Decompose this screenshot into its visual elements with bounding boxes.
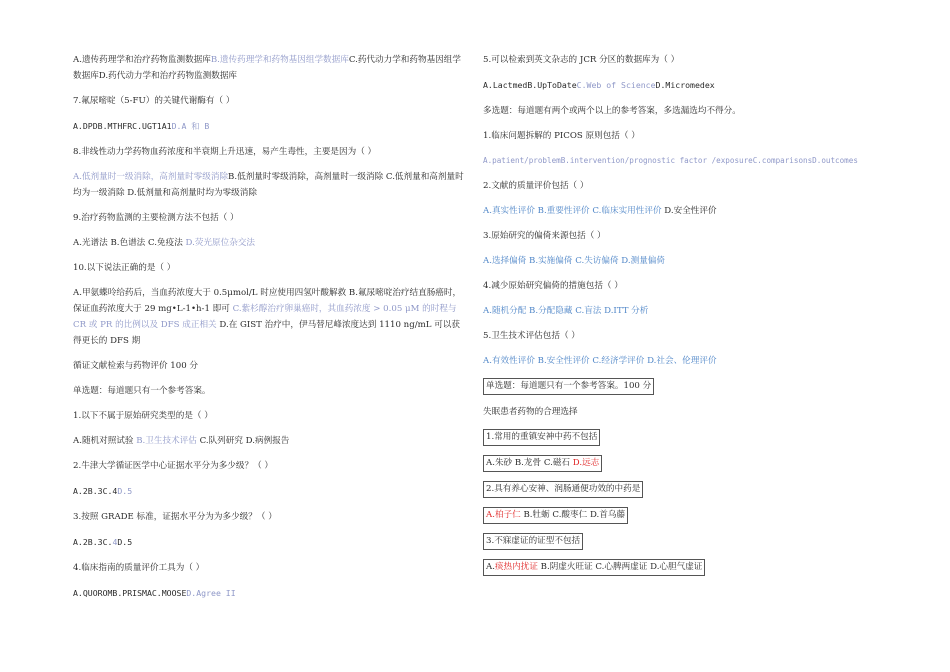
option-b-answer: B.遗传药理学和药物基因组学数据库 [210, 55, 349, 65]
options-text: D.在 GIST 治疗中，伊马替尼峰浓度达到 1110 ng/mL 可以获得更长的 DFS 期 [73, 320, 460, 346]
answer-option: B.卫生技术评估 [136, 436, 200, 446]
question-5-options [483, 77, 883, 94]
answer-option: A.有效性评价 B.安全性评价 C.经济学评价 D.社会、伦理评价 [483, 356, 717, 366]
answer-option: A.选择偏倚 B.实施偏倚 C.失访偏倚 D.测量偏倚 [483, 256, 665, 266]
question-s4-options [73, 585, 465, 602]
option-d: D.药代动力学和治疗药物监测数据库 [98, 71, 238, 81]
options-text: A.2B.3C.4 [73, 486, 118, 496]
options-text: A. [486, 562, 495, 572]
question-m3-options [483, 253, 883, 269]
answer-option: D.远志 [572, 458, 600, 468]
question-s1-options [73, 433, 465, 449]
multi-choice-instruction: 多选题：每道题有两个或两个以上的参考答案，多选漏选均不得分。 [483, 106, 741, 116]
options-text: B.牡蛎 C.酸枣仁 D.首乌藤 [520, 510, 626, 520]
boxed-text: 1.常用的重镇安神中药不包括 [483, 429, 600, 446]
question-7: 7.氟尿嘧啶（5-FU）的关键代谢酶有（ ） [73, 96, 235, 106]
question-i2-options [483, 507, 883, 524]
question-m2: 2.文献的质量评价包括（ ） [483, 181, 589, 191]
right-column [483, 52, 883, 585]
question-i3 [483, 533, 883, 550]
options-text: D.安全性评价 [661, 206, 717, 216]
options-text: A.QUOROMB.PRISMAC.MOOSE [73, 588, 187, 598]
answer-option: A.patient/problemB.intervention/prognostic factor /exposureC.comparisonsD.outcomes [483, 156, 858, 165]
options-text: B.阴虚火旺证 C.心脾两虚证 D.心胆气虚证 [537, 562, 703, 572]
answer-option: A.柏子仁 [486, 510, 521, 520]
answer-option: C.Web of Science [576, 80, 656, 90]
boxed-text: 2.具有养心安神、润肠通便功效的中药是 [483, 481, 643, 498]
question-10: 10.以下说法正确的是（ ） [73, 263, 176, 273]
question-s2: 2.牛津大学循证医学中心证据水平分为多少级？（ ） [73, 461, 273, 471]
question-7-options [73, 118, 465, 135]
question-s4: 4.临床指南的质量评价工具为（ ） [73, 563, 205, 573]
question-m4-options [483, 303, 883, 319]
question-m2-options [483, 203, 883, 219]
section-title: 循证文献检索与药物评价 100 分 [73, 361, 198, 371]
question-6-options [73, 52, 465, 84]
question-i1-options [483, 455, 883, 472]
options-text: A.朱砂 B.龙骨 C.磁石 [486, 458, 573, 468]
question-m4: 4.减少原始研究偏倚的措施包括（ ） [483, 281, 623, 291]
options-text: A.DPDB.MTHFRC.UGT1A1 [73, 121, 172, 131]
options-text: A.LactmedB.UpToDate [483, 80, 577, 90]
option-c: C.药代动力学和药物基因组学数据库 [73, 55, 461, 81]
options-text: A.2B.3C. [73, 537, 113, 547]
question-i3-options [483, 559, 883, 576]
options-text: A.甲氨蝶呤给药后，当血药浓度大于 0.5μmol/L 时应使用四氢叶酸解救 B.氟尿嘧啶治疗结直肠癌时，保证血药浓度大于 29 mg•L-1•h-1 即可 [73, 288, 462, 314]
single-choice-instruction: 单选题：每道题只有一个参考答案。 [73, 386, 211, 396]
question-m5: 5.卫生技术评估包括（ ） [483, 331, 580, 341]
options-text: D.5 [117, 537, 133, 547]
section-title-insomnia: 失眠患者药物的合理选择 [483, 407, 578, 417]
options-text: D.Micromedex [655, 80, 715, 90]
answer-option: A.随机分配 B.分配隐藏 C.盲法 D.ITT 分析 [483, 306, 649, 316]
answer-option: D.Agree II [186, 588, 236, 598]
question-9: 9.治疗药物监测的主要检测方法不包括（ ） [73, 213, 239, 223]
answer-option: A.低剂量时一级消除，高剂量时零级消除 [73, 172, 229, 182]
question-i1 [483, 429, 883, 446]
question-m1-options [483, 153, 883, 169]
question-i2 [483, 481, 883, 498]
question-m3: 3.原始研究的偏倚来源包括（ ） [483, 231, 606, 241]
single-choice-instruction-2 [483, 378, 883, 395]
question-8: 8.非线性动力学药物血药浓度和半衰期上升迅速，易产生毒性，主要是因为（ ） [73, 147, 377, 157]
question-9-options [73, 235, 465, 251]
question-m5-options [483, 353, 883, 369]
answer-option: D.A 和 B [171, 121, 210, 131]
answer-option: C.紫杉醇治疗卵巢癌时，其血药浓度 > 0.05 μM 的时程与 CR 或 PR 的比例以及 DFS 成正相关 [73, 304, 457, 330]
answer-option: 4 [112, 537, 118, 547]
boxed-text: 3.不寐虚证的证型不包括 [483, 533, 583, 550]
question-8-options [73, 169, 465, 201]
options-text: A.随机对照试验 [73, 436, 137, 446]
answer-option: D.5 [117, 486, 133, 496]
question-m1: 1.临床问题拆解的 PICOS 原则包括（ ） [483, 131, 640, 141]
options-text: B.低剂量时零级消除，高剂量时一级消除 C.低剂量和高剂量时均为一级消除 D.低剂量和高剂量时均为零级消除 [73, 172, 464, 198]
boxed-text: 单选题：每道题只有一个参考答案。100 分 [483, 378, 654, 395]
answer-option: A.真实性评价 B.重要性评价 C.临床实用性评价 [483, 206, 662, 216]
question-10-options [73, 285, 465, 349]
question-5: 5.可以检索到英文杂志的 JCR 分区的数据库为（ ） [483, 55, 680, 65]
left-column [73, 52, 465, 611]
option-a: A.遗传药理学和治疗药物监测数据库 [73, 55, 211, 65]
answer-option: 痰热内扰证 [494, 562, 538, 572]
question-s3-options [73, 534, 465, 551]
question-s3: 3.按照 GRADE 标准，证据水平分为为多少级？（ ） [73, 512, 277, 522]
options-text: A.光谱法 B.色谱法 C.免疫法 [73, 238, 186, 248]
question-s1: 1.以下不属于原始研究类型的是（ ） [73, 411, 213, 421]
answer-option: D.荧光原位杂交法 [185, 238, 256, 248]
question-s2-options [73, 483, 465, 500]
options-text: C.队列研究 D.病例报告 [199, 436, 290, 446]
